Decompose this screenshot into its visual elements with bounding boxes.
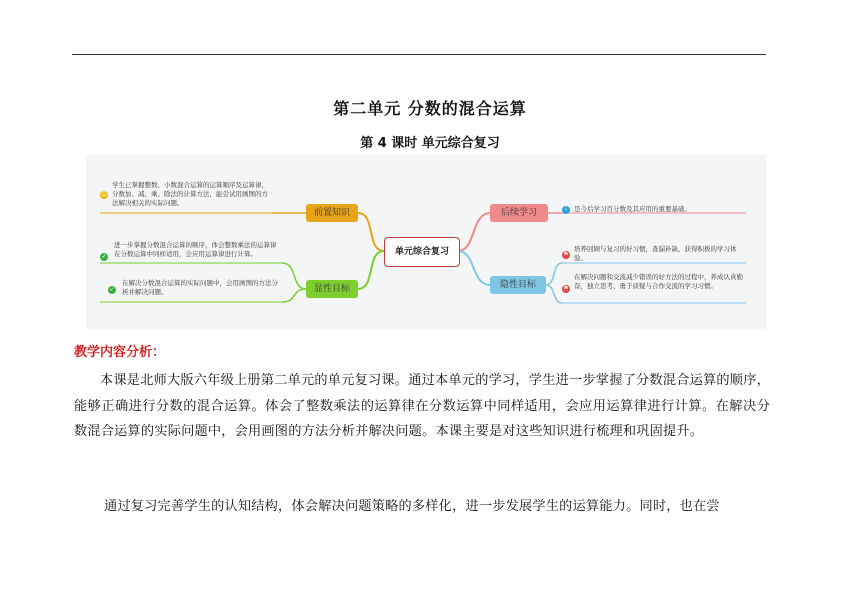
leaf-explicit-goal-1: 进一步掌握分数混合运算的顺序，体会整数乘法的运算律在分数运算中同样适用，会应用运算律进行计算。 bbox=[114, 241, 277, 258]
section-heading: 教学内容分析： bbox=[74, 345, 166, 360]
leaf-implicit-goal-1: 培养回顾与复习的好习惯，查漏补缺，获得积极的学习体验。 bbox=[574, 245, 737, 262]
leaf-implicit-goal-2: 在解决问题和交流减少错误的好方法的过程中，养成认真勤奋，独立思考、勇于质疑与合作交流的学习习惯。 bbox=[574, 273, 743, 290]
paragraph-1: 本课是北师大版六年级上册第二单元的单元复习课。通过本单元的学习，学生进一步掌握了分数混合运算的顺序，能够正确进行分数的混合运算。体会了整数乘法的运算律在分数运算中同样适用，会应用运算律进行计算。在解决分数混合运算的实际问题中，会用画图的方法分析并解决问题。本课主要是对这些知识进行梳理和巩固提升。 bbox=[74, 373, 770, 440]
flag-icon: ⚑ bbox=[563, 251, 569, 258]
check-icon: ✓ bbox=[109, 286, 115, 293]
leaf-explicit-goal-2: 在解决分数混合运算的实际问题中，会用画图的方法分析并解决问题。 bbox=[122, 279, 278, 296]
branch-implicit-goal: 隐性目标 bbox=[490, 276, 546, 294]
branch-explicit-goal: 显性目标 bbox=[306, 280, 358, 298]
mind-map bbox=[86, 155, 766, 329]
leaf-prior-knowledge: 学生已掌握整数、小数混合运算的运算顺序及运算律，分数加、减、乘、除法的计算方法，能尝试用画图的方法解决相关的实际问题。 bbox=[112, 181, 268, 207]
mind-map-center: 单元综合复习 bbox=[384, 237, 460, 267]
branch-subsequent-learning: 后续学习 bbox=[490, 204, 548, 222]
page-title: 第二单元 分数的混合运算 bbox=[333, 99, 527, 118]
paragraph-2: 通过复习完善学生的认知结构，体会解决问题策略的多样化，进一步发展学生的运算能力。同时，也在尝 bbox=[104, 499, 720, 514]
info-icon: i bbox=[562, 206, 570, 214]
page-subtitle: 第 4 课时 单元综合复习 bbox=[360, 136, 500, 151]
leaf-subsequent-learning: 是今后学习百分数及其应用的重要基础。 bbox=[574, 205, 691, 213]
header-rule bbox=[72, 54, 766, 55]
flag-icon: ⚑ bbox=[563, 285, 569, 292]
smile-icon: ☺ bbox=[100, 191, 108, 198]
branch-prior-knowledge: 前置知识 bbox=[306, 204, 358, 222]
check-icon: ✓ bbox=[101, 253, 107, 260]
